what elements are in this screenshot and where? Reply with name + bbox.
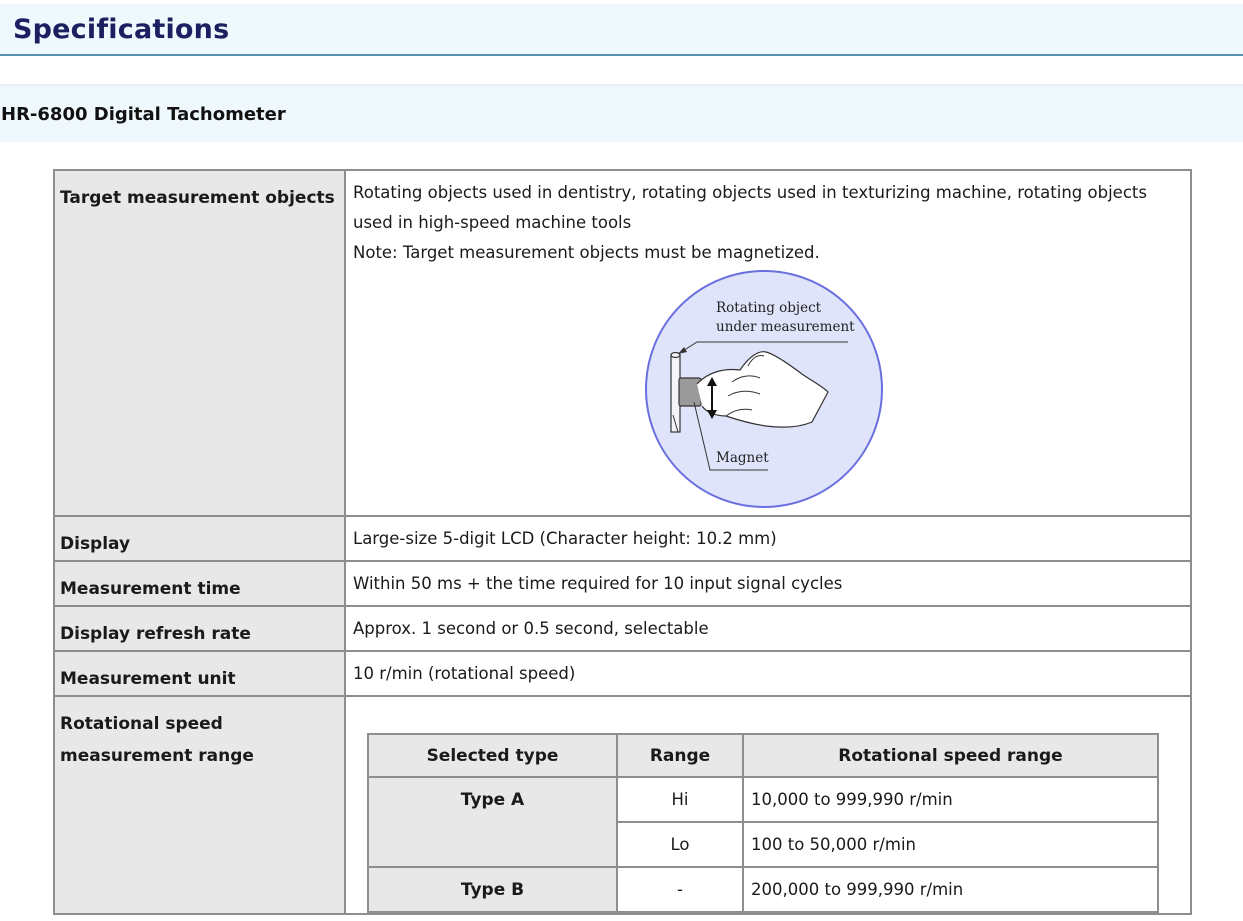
spec-row-display xyxy=(54,516,1191,561)
product-title: HR-6800 Digital Tachometer xyxy=(1,104,286,125)
range-cell: Lo xyxy=(617,822,743,867)
spec-value-target xyxy=(345,170,1191,516)
spec-row-speed-range xyxy=(54,696,1191,914)
spec-value-measurement-unit: 10 r/min (rotational speed) xyxy=(345,651,1191,696)
spec-value-refresh-rate: Approx. 1 second or 0.5 second, selectable xyxy=(345,606,1191,651)
speed-cell: 200,000 to 999,990 r/min xyxy=(743,867,1158,912)
type-a-cell: Type A xyxy=(368,777,617,867)
target-note: Note: Target measurement objects must be magnetized. xyxy=(353,243,820,262)
spec-label-display: Display xyxy=(54,516,345,561)
specifications-table xyxy=(53,169,1192,915)
table-row xyxy=(368,777,1158,822)
spec-value-display: Large-size 5-digit LCD (Character height: 10.2 mm) xyxy=(345,516,1191,561)
spec-row-refresh-rate xyxy=(54,606,1191,651)
magnet-shape xyxy=(679,378,701,406)
type-b-cell: Type B xyxy=(368,867,617,912)
speed-cell: 100 to 50,000 r/min xyxy=(743,822,1158,867)
spec-value-speed-range xyxy=(345,696,1191,914)
target-description: Rotating objects used in dentistry, rotating objects used in texturizing machine, rotating objects used in high-speed machine tools xyxy=(353,183,1147,232)
range-cell: Hi xyxy=(617,777,743,822)
spec-label-target: Target measurement objects xyxy=(54,170,345,516)
page-heading xyxy=(0,4,1243,56)
spec-value-measurement-time: Within 50 ms + the time required for 10 input signal cycles xyxy=(345,561,1191,606)
table-row xyxy=(368,867,1158,912)
spec-label-speed-range xyxy=(54,696,345,914)
measurement-illustration-svg xyxy=(642,270,902,510)
spec-label-measurement-time: Measurement time xyxy=(54,561,345,606)
speed-range-table xyxy=(367,733,1159,913)
spec-row-measurement-unit xyxy=(54,651,1191,696)
header-rotational-speed-range: Rotational speed range xyxy=(743,734,1158,777)
figure-label-rotating-object: Rotating object xyxy=(716,300,822,316)
spec-label-refresh-rate: Display refresh rate xyxy=(54,606,345,651)
figure-label-magnet: Magnet xyxy=(716,450,769,466)
speed-range-label-line1: Rotational speed xyxy=(60,714,223,734)
speed-cell: 10,000 to 999,990 r/min xyxy=(743,777,1158,822)
spec-row-target xyxy=(54,170,1191,516)
header-range: Range xyxy=(617,734,743,777)
speed-range-label-line2: measurement range xyxy=(60,746,254,766)
spec-row-measurement-time xyxy=(54,561,1191,606)
speed-range-header-row xyxy=(368,734,1158,777)
figure-label-under-measurement: under measurement xyxy=(716,319,855,335)
measurement-illustration xyxy=(642,270,902,510)
product-heading xyxy=(0,84,1243,142)
spec-label-measurement-unit: Measurement unit xyxy=(54,651,345,696)
page-title: Specifications xyxy=(13,14,230,45)
range-cell: - xyxy=(617,867,743,912)
header-selected-type: Selected type xyxy=(368,734,617,777)
